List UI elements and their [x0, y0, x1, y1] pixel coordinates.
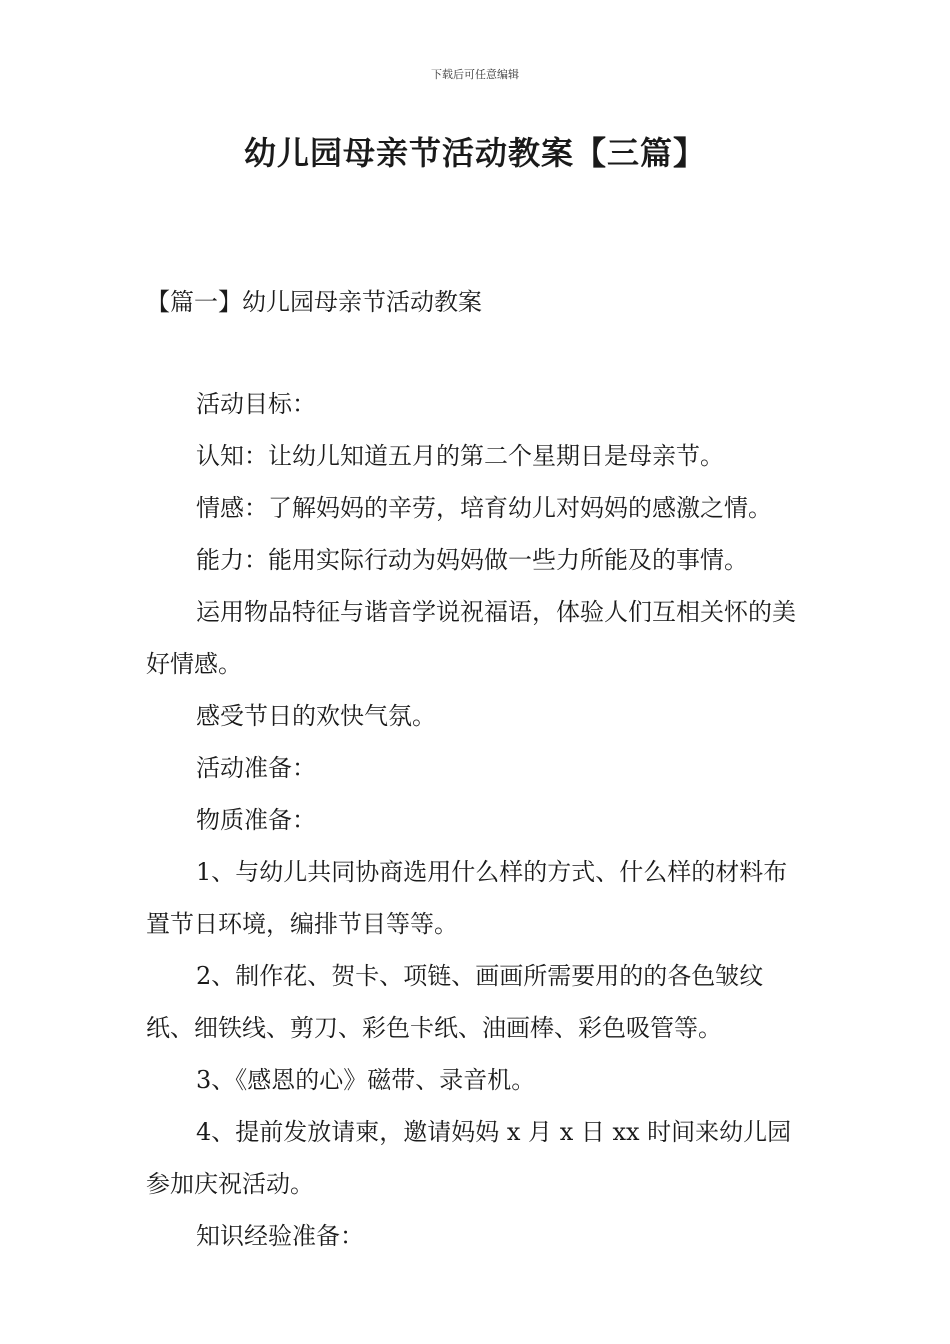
paragraph-atmosphere: 感受节日的欢快气氛。	[196, 702, 436, 730]
paragraph-item-1: 1、与幼儿共同协商选用什么样的方式、什么样的材料布置节日环境，编排节目等等。	[146, 858, 788, 938]
paragraph-item-3: 3、《感恩的心》磁带、录音机。	[196, 1066, 536, 1094]
paragraph-blessings: 运用物品特征与谐音学说祝福语，体验人们互相关怀的美好情感。	[146, 598, 796, 678]
paragraph-item-2: 2、制作花、贺卡、项链、画画所需要用的的各色皱纹纸、细铁线、剪刀、彩色卡纸、油画棒、彩色吸管等。	[146, 962, 764, 1042]
paragraph-ability: 能力：能用实际行动为妈妈做一些力所能及的事情。	[196, 546, 748, 574]
paragraph-goals-heading: 活动目标：	[196, 390, 316, 418]
paragraph-preparation-heading: 活动准备：	[196, 754, 316, 782]
paragraph-item-4: 4、提前发放请柬，邀请妈妈 x 月 x 日 xx 时间来幼儿园参加庆祝活动。	[146, 1118, 792, 1198]
paragraph-material-heading: 物质准备：	[196, 806, 316, 834]
paragraph-emotion: 情感：了解妈妈的辛劳，培育幼儿对妈妈的感激之情。	[196, 494, 772, 522]
paragraph-cognition: 认知：让幼儿知道五月的第二个星期日是母亲节。	[196, 442, 724, 470]
document-body	[146, 378, 808, 1262]
document-title: 幼儿园母亲节活动教案【三篇】	[243, 134, 706, 172]
paragraph-knowledge-heading: 知识经验准备：	[196, 1222, 364, 1250]
header-note: 下载后可任意编辑	[431, 68, 519, 81]
section-heading: 【篇一】幼儿园母亲节活动教案	[146, 288, 482, 316]
